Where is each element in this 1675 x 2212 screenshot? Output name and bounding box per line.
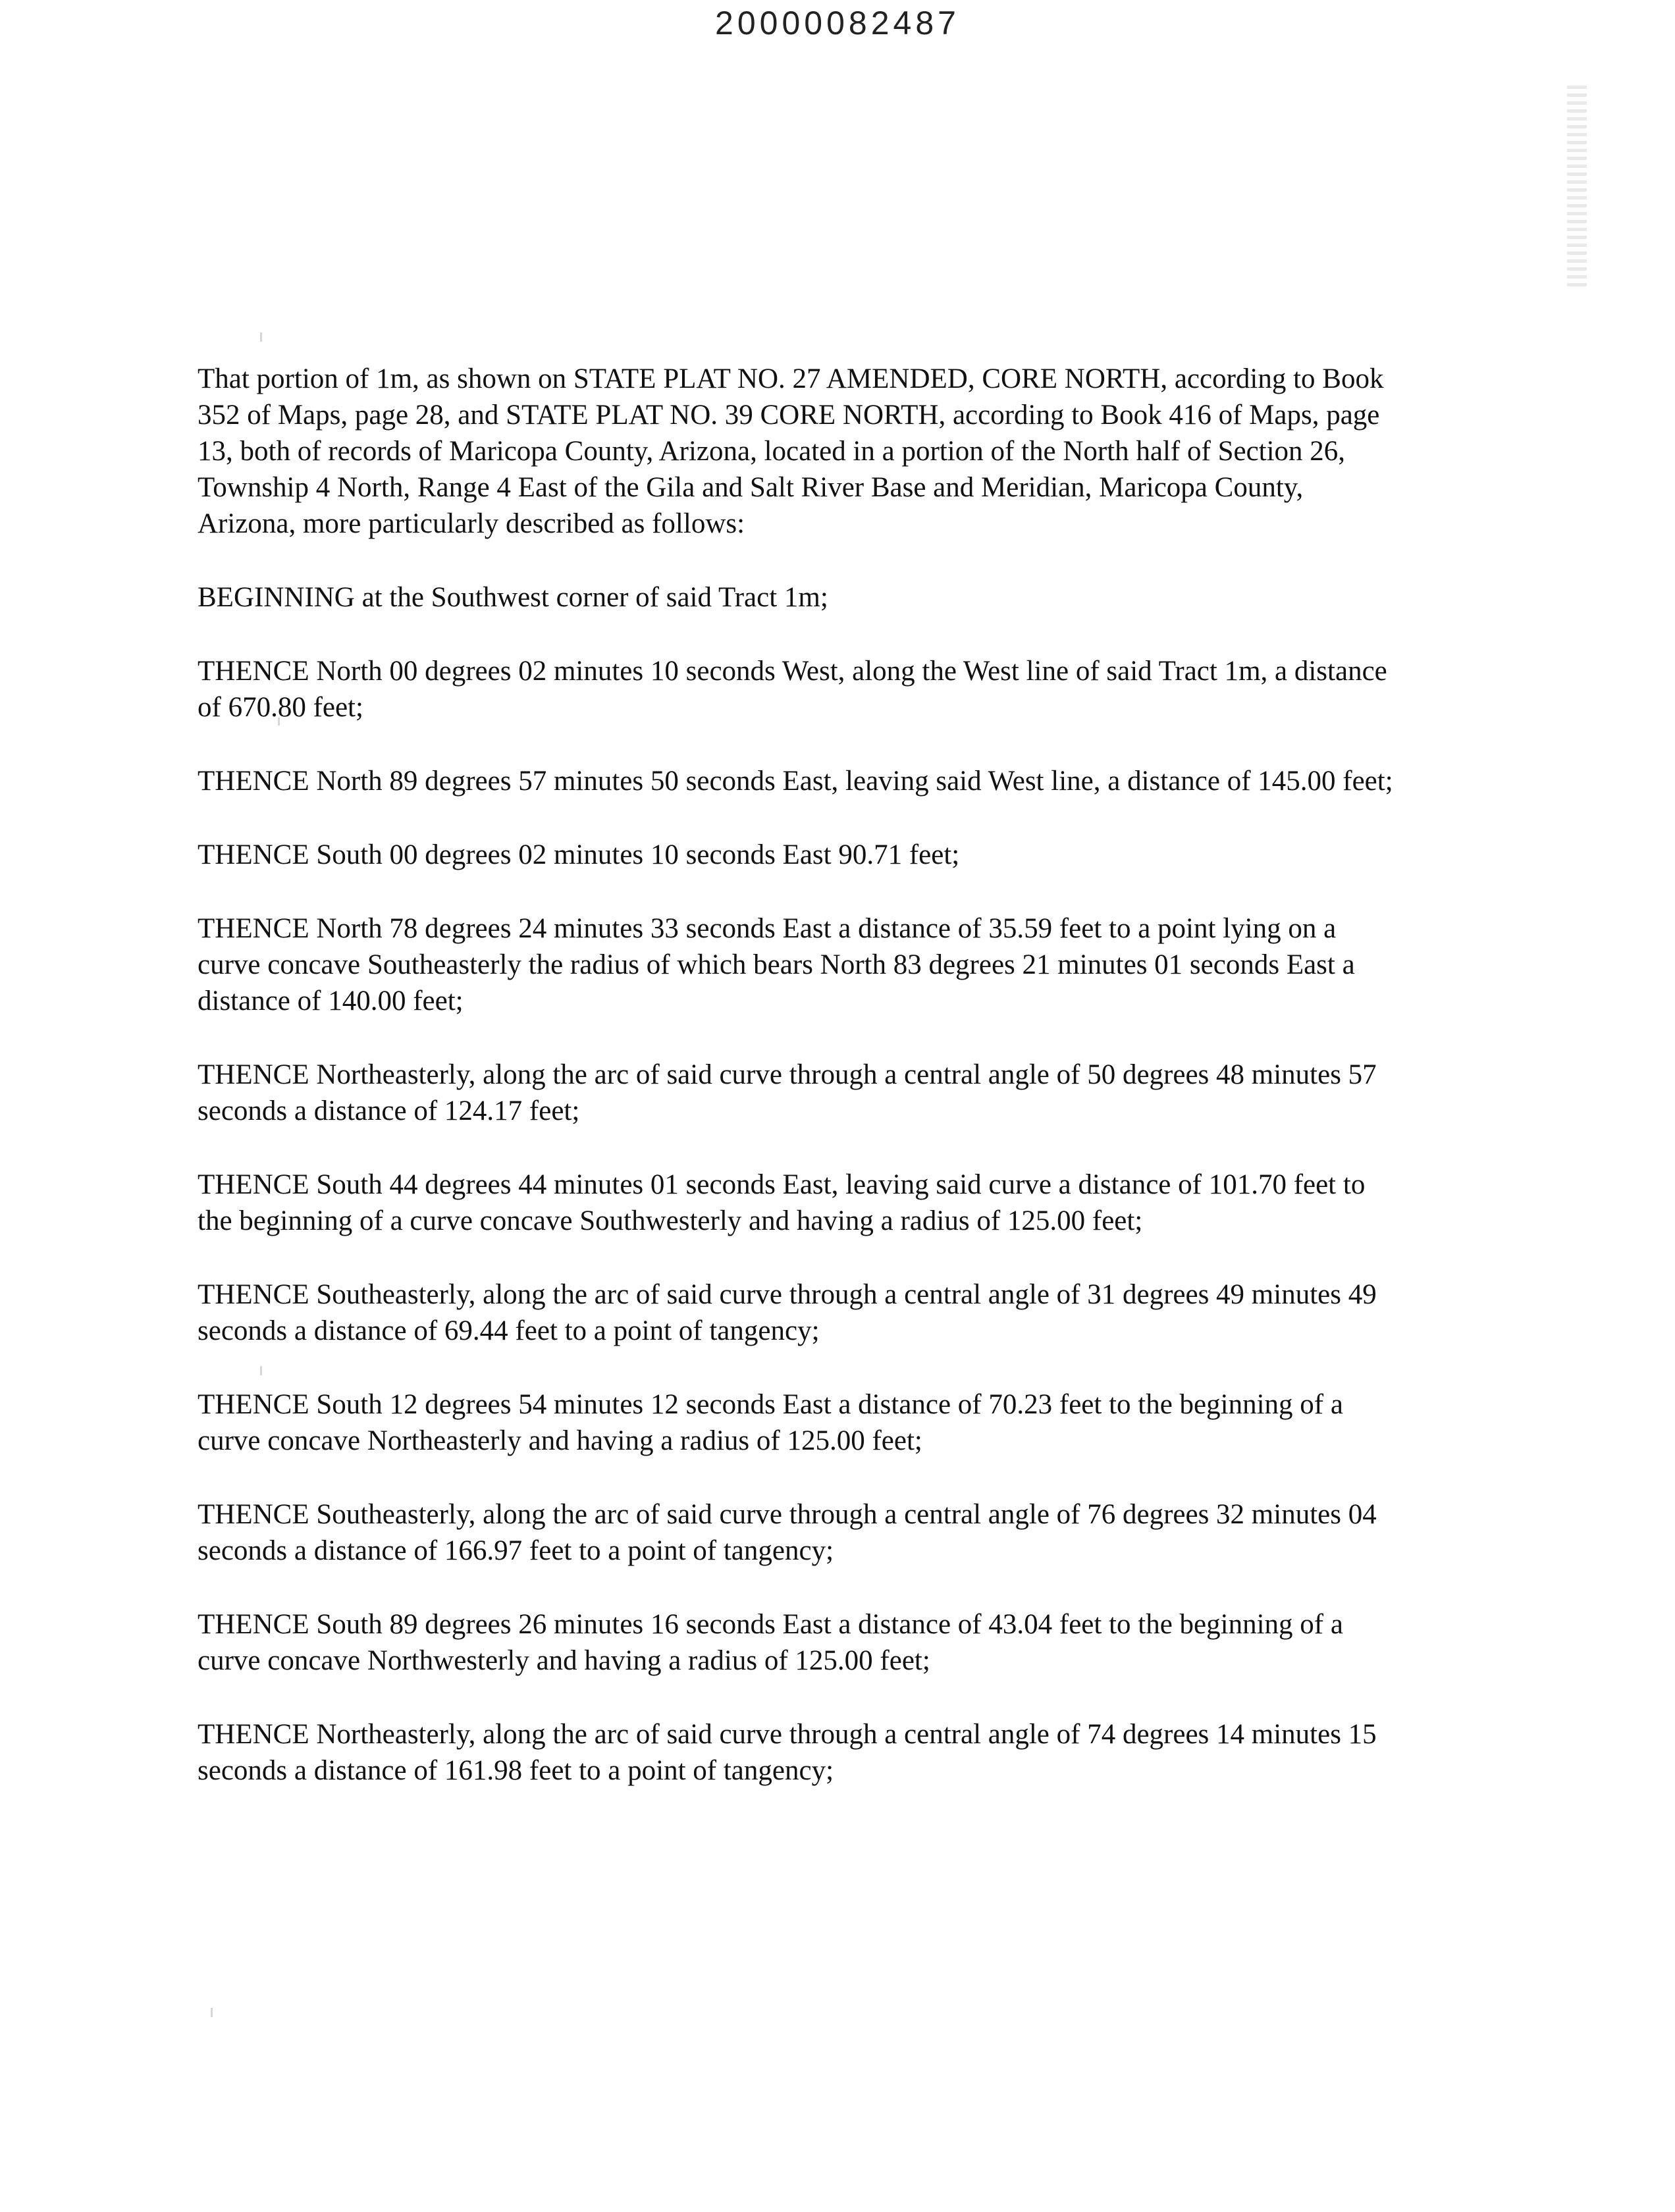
paragraph-preamble bbox=[198, 361, 1514, 542]
text-line: THENCE North 78 degrees 24 minutes 33 seconds East a distance of 35.59 feet to a point lying on a bbox=[198, 913, 1337, 944]
paragraph-course bbox=[198, 1167, 1514, 1239]
text-line: distance of 140.00 feet; bbox=[198, 986, 464, 1016]
text-line: THENCE Northeasterly, along the arc of said curve through a central angle of 74 degrees 14 minutes 15 bbox=[198, 1719, 1377, 1750]
text-line: seconds a distance of 161.98 feet to a point of tangency; bbox=[198, 1755, 834, 1786]
paragraph-course bbox=[198, 1496, 1514, 1569]
text-line: 13, both of records of Maricopa County, Arizona, located in a portion of the North half of Section 26, bbox=[198, 436, 1346, 467]
text-line: seconds a distance of 124.17 feet; bbox=[198, 1095, 580, 1126]
scan-speck bbox=[260, 332, 262, 342]
paragraph-course bbox=[198, 763, 1514, 799]
paragraph-course bbox=[198, 653, 1514, 725]
text-line: 352 of Maps, page 28, and STATE PLAT NO. 39 CORE NORTH, according to Book 416 of Maps, page bbox=[198, 400, 1380, 431]
text-line: THENCE South 12 degrees 54 minutes 12 seconds East a distance of 70.23 feet to the beginning of a bbox=[198, 1389, 1343, 1420]
paragraph-course bbox=[198, 1386, 1514, 1459]
paragraph-beginning bbox=[198, 579, 1514, 616]
text-line: THENCE Northeasterly, along the arc of said curve through a central angle of 50 degrees 48 minutes 57 bbox=[198, 1059, 1377, 1090]
text-line: curve concave Southeasterly the radius of which bears North 83 degrees 21 minutes 01 seconds East a bbox=[198, 949, 1355, 980]
text-line: THENCE South 89 degrees 26 minutes 16 seconds East a distance of 43.04 feet to the beginning of a bbox=[198, 1609, 1343, 1640]
text-line: seconds a distance of 166.97 feet to a point of tangency; bbox=[198, 1535, 834, 1566]
text-line: curve concave Northwesterly and having a radius of 125.00 feet; bbox=[198, 1645, 930, 1676]
text-line: THENCE North 89 degrees 57 minutes 50 seconds East, leaving said West line, a distance of 145.00 feet; bbox=[198, 766, 1393, 797]
text-line: the beginning of a curve concave Southwesterly and having a radius of 125.00 feet; bbox=[198, 1205, 1143, 1236]
legal-description bbox=[198, 361, 1514, 1826]
text-line: Township 4 North, Range 4 East of the Gila and Salt River Base and Meridian, Maricopa County, bbox=[198, 472, 1304, 503]
text-line: THENCE Southeasterly, along the arc of said curve through a central angle of 31 degrees 49 minutes 49 bbox=[198, 1279, 1377, 1310]
paragraph-course bbox=[198, 1716, 1514, 1789]
text-line: Arizona, more particularly described as follows: bbox=[198, 508, 745, 539]
scan-speck bbox=[211, 2008, 213, 2017]
text-line: That portion of 1m, as shown on STATE PLAT NO. 27 AMENDED, CORE NORTH, according to Book bbox=[198, 363, 1384, 394]
text-line: THENCE Southeasterly, along the arc of said curve through a central angle of 76 degrees 32 minutes 04 bbox=[198, 1499, 1377, 1530]
text-line: of 670.80 feet; bbox=[198, 692, 363, 723]
paragraph-course bbox=[198, 1277, 1514, 1349]
text-line: THENCE South 44 degrees 44 minutes 01 seconds East, leaving said curve a distance of 101.70 feet to bbox=[198, 1169, 1366, 1200]
text-line: curve concave Northeasterly and having a radius of 125.00 feet; bbox=[198, 1425, 922, 1456]
paragraph-course bbox=[198, 1057, 1514, 1129]
side-stamp-mark bbox=[1567, 86, 1587, 290]
text-line: THENCE South 00 degrees 02 minutes 10 seconds East 90.71 feet; bbox=[198, 839, 960, 870]
paragraph-course bbox=[198, 910, 1514, 1019]
text-line: THENCE North 00 degrees 02 minutes 10 seconds West, along the West line of said Tract 1m, a distance bbox=[198, 656, 1387, 687]
text-line: seconds a distance of 69.44 feet to a point of tangency; bbox=[198, 1315, 820, 1346]
paragraph-course bbox=[198, 1606, 1514, 1679]
text-line: BEGINNING at the Southwest corner of said Tract 1m; bbox=[198, 582, 828, 613]
paragraph-course bbox=[198, 837, 1514, 873]
document-number: 20000082487 bbox=[715, 5, 960, 41]
